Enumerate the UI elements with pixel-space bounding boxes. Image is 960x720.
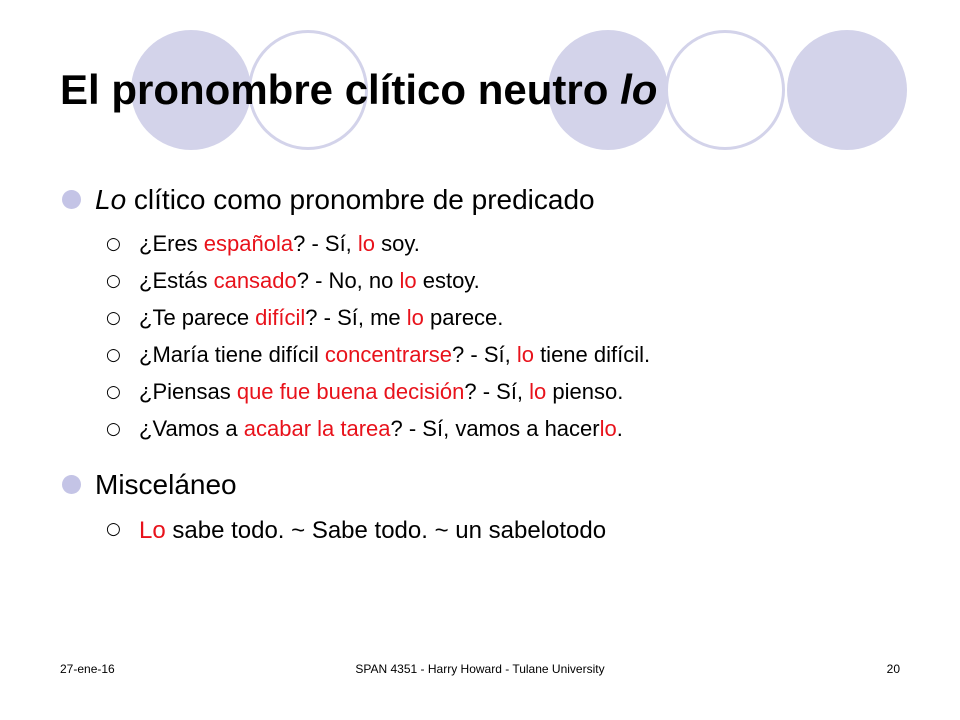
example-text: ¿Piensas xyxy=(139,379,237,404)
hollow-circle-bullet-icon: ○ xyxy=(106,419,121,439)
example-item xyxy=(62,231,922,268)
example-item xyxy=(62,516,922,553)
highlighted-text: cansado xyxy=(213,268,297,293)
section-heading xyxy=(62,180,922,220)
example-item xyxy=(62,342,922,379)
example-text: sabe todo. ~ Sabe todo. ~ un sabelotodo xyxy=(165,517,607,544)
example-text: ¿Estás xyxy=(139,268,214,293)
hollow-circle-bullet-icon: ○ xyxy=(106,345,121,365)
hollow-circle-bullet-icon: ○ xyxy=(106,234,121,254)
example-item xyxy=(62,416,922,453)
highlighted-text: lo xyxy=(357,231,376,256)
example-item xyxy=(62,268,922,305)
example-text: . xyxy=(616,416,623,441)
highlighted-text: lo xyxy=(529,379,547,404)
footer-date: 27-ene-16 xyxy=(60,662,115,676)
highlighted-text: acabar la tarea xyxy=(243,416,391,441)
decorative-circle-5 xyxy=(787,30,907,150)
example-text: ¿María tiene difícil xyxy=(139,342,325,367)
example-text: ? - Sí, xyxy=(464,379,530,404)
highlighted-text: que fue buena decisión xyxy=(236,379,465,404)
decorative-circle-4 xyxy=(665,30,785,150)
section-heading-text: clítico como pronombre de predicado xyxy=(126,184,595,215)
example-text: ? - No, no xyxy=(296,268,400,293)
filled-circle-bullet-icon xyxy=(62,190,81,209)
highlighted-text: lo xyxy=(406,305,424,330)
heading-spacer xyxy=(62,505,922,516)
highlighted-text: lo xyxy=(599,416,617,441)
example-text: ¿Eres xyxy=(139,231,204,256)
title-text: El pronombre clítico neutro xyxy=(60,66,621,113)
example-item xyxy=(62,305,922,342)
filled-circle-bullet-icon xyxy=(62,475,81,494)
example-text: ? - Sí, vamos a hacer xyxy=(390,416,600,441)
section-heading-emphasis: Lo xyxy=(95,184,127,215)
example-text: tiene difícil. xyxy=(533,342,651,367)
example-text: ? - Sí, me xyxy=(305,305,407,330)
slide-title xyxy=(60,62,657,118)
example-text: ? - Sí, xyxy=(452,342,517,367)
hollow-circle-bullet-icon: ○ xyxy=(106,382,121,402)
hollow-circle-bullet-icon: ○ xyxy=(106,519,121,539)
section-spacer xyxy=(62,453,922,465)
example-item xyxy=(62,379,922,416)
example-text: soy. xyxy=(375,231,420,256)
highlighted-text: Lo xyxy=(139,517,166,544)
highlighted-text: difícil xyxy=(255,305,306,330)
section-heading xyxy=(62,465,922,505)
example-text: ¿Te parece xyxy=(139,305,256,330)
heading-spacer xyxy=(62,220,922,231)
footer-course: SPAN 4351 - Harry Howard - Tulane University xyxy=(355,662,605,676)
slide-number: 20 xyxy=(886,662,900,676)
example-text: pienso. xyxy=(546,379,624,404)
hollow-circle-bullet-icon: ○ xyxy=(106,308,121,328)
slide-body xyxy=(62,180,922,553)
highlighted-text: concentrarse xyxy=(324,342,453,367)
title-emphasis: lo xyxy=(620,66,658,113)
example-text: ¿Vamos a xyxy=(139,416,244,441)
example-text: ? - Sí, xyxy=(293,231,358,256)
example-text: estoy. xyxy=(416,268,480,293)
highlighted-text: lo xyxy=(399,268,417,293)
section-heading-text: Misceláneo xyxy=(95,469,237,500)
highlighted-text: lo xyxy=(516,342,534,367)
highlighted-text: española xyxy=(203,231,294,256)
hollow-circle-bullet-icon: ○ xyxy=(106,271,121,291)
example-text: parece. xyxy=(423,305,504,330)
